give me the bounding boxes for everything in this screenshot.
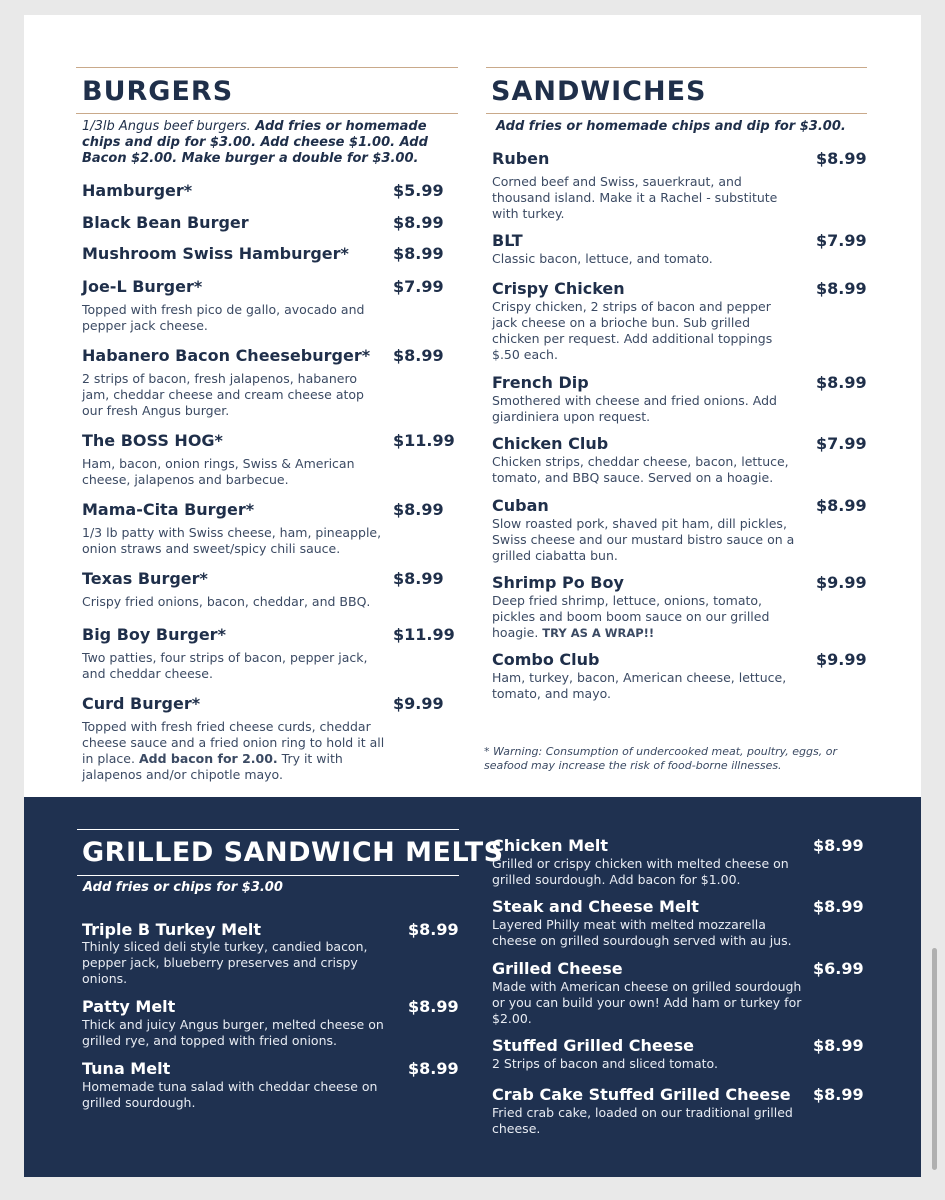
item-price: $5.99 (393, 181, 444, 200)
item-name: Mama-Cita Burger* (82, 500, 255, 519)
item-price: $8.99 (393, 244, 444, 263)
item-description-bold: TRY AS A WRAP!! (542, 626, 655, 640)
item-name: Habanero Bacon Cheeseburger* (82, 346, 371, 365)
item-description-tail: Try it with jalapenos and/or chipotle mayo. (82, 751, 343, 782)
item-name: The BOSS HOG* (82, 431, 223, 450)
item-description: 1/3 lb patty with Swiss cheese, ham, pineapple, onion straws and sweet/spicy chili sauce. (82, 525, 382, 556)
item-description: Grilled or crispy chicken with melted cheese on grilled sourdough. Add bacon for $1.00. (492, 856, 789, 887)
melts-heading: GRILLED SANDWICH MELTS (82, 837, 504, 868)
item-description: Classic bacon, lettuce, and tomato. (492, 251, 713, 266)
item-description-text: Topped with fresh fried cheese curds, cheddar cheese sauce and a fried onion ring to hold it all in place. (82, 719, 385, 766)
item-name: Mushroom Swiss Hamburger* (82, 244, 349, 263)
item-description: Crispy fried onions, bacon, cheddar, and BBQ. (82, 594, 371, 609)
item-price: $7.99 (816, 434, 867, 453)
item-description: Thick and juicy Angus burger, melted cheese on grilled rye, and topped with fried onions. (82, 1017, 384, 1048)
item-description: Thinly sliced deli style turkey, candied bacon, pepper jack, blueberry preserves and crispy onions. (82, 939, 368, 986)
item-description: Smothered with cheese and fried onions. Add giardiniera upon request. (492, 393, 777, 424)
item-price: $8.99 (816, 496, 867, 515)
sandwiches-bottom-rule (486, 113, 867, 114)
burgers-intro-bold: Add fries or homemade chips and dip for $3.00. Add cheese $1.00. Add Bacon $2.00. Make burger a double for $3.00. (82, 119, 428, 166)
item-price: $8.99 (816, 279, 867, 298)
burgers-top-rule (76, 67, 458, 68)
item-name: BLT (492, 231, 523, 250)
item-price: $8.99 (816, 149, 867, 168)
item-price: $6.99 (813, 959, 864, 978)
burgers-intro (82, 119, 454, 167)
burgers-bottom-rule (76, 113, 458, 114)
item-name: Chicken Club (492, 434, 609, 453)
item-name: Crab Cake Stuffed Grilled Cheese (492, 1085, 791, 1104)
item-name: Tuna Melt (82, 1059, 171, 1078)
item-description (82, 719, 392, 783)
item-name: Joe-L Burger* (82, 277, 203, 296)
item-price: $8.99 (813, 1036, 864, 1055)
item-description-bold: Add bacon for 2.00. (138, 751, 278, 766)
item-price: $9.99 (816, 573, 867, 592)
melts-bottom-rule (77, 875, 459, 876)
item-description: 2 strips of bacon, fresh jalapenos, habanero jam, cheddar cheese and cream cheese atop our fresh Angus burger. (82, 371, 364, 418)
item-price: $8.99 (393, 213, 444, 232)
item-name: Big Boy Burger* (82, 625, 226, 644)
item-description: Ham, bacon, onion rings, Swiss & American cheese, jalapenos and barbecue. (82, 456, 355, 487)
item-description-text: Deep fried shrimp, lettuce, onions, tomato, pickles and boom boom sauce on our grilled hoagie. (492, 593, 770, 640)
sandwiches-heading: SANDWICHES (491, 76, 707, 107)
item-name: French Dip (492, 373, 589, 392)
item-price: $8.99 (393, 569, 444, 588)
item-price: $8.99 (408, 920, 459, 939)
item-price: $7.99 (816, 231, 867, 250)
item-name: Cuban (492, 496, 549, 515)
item-price: $9.99 (816, 650, 867, 669)
item-name: Steak and Cheese Melt (492, 897, 699, 916)
vertical-scrollbar[interactable] (932, 948, 937, 1170)
item-price: $8.99 (408, 1059, 459, 1078)
item-price: $8.99 (816, 373, 867, 392)
item-description: Ham, turkey, bacon, American cheese, lettuce, tomato, and mayo. (492, 670, 787, 701)
melts-section (24, 797, 921, 1177)
item-price: $8.99 (393, 346, 444, 365)
item-price: $8.99 (813, 836, 864, 855)
item-price: $11.99 (393, 625, 455, 644)
item-description: Slow roasted pork, shaved pit ham, dill pickles, Swiss cheese and our mustard bistro sauce on a grilled ciabatta bun. (492, 516, 795, 563)
item-name: Grilled Cheese (492, 959, 623, 978)
item-name: Chicken Melt (492, 836, 609, 855)
sandwiches-top-rule (486, 67, 867, 68)
burgers-heading: BURGERS (82, 76, 234, 107)
item-description: Fried crab cake, loaded on our traditional grilled cheese. (492, 1105, 793, 1136)
item-name: Hamburger* (82, 181, 193, 200)
item-name: Texas Burger* (82, 569, 208, 588)
item-name: Triple B Turkey Melt (82, 920, 262, 939)
item-name: Stuffed Grilled Cheese (492, 1036, 694, 1055)
item-description: Two patties, four strips of bacon, pepper jack, and cheddar cheese. (82, 650, 368, 681)
food-warning: * Warning: Consumption of undercooked meat, poultry, eggs, or seafood may increase the risk of food-borne illnesses. (484, 745, 837, 772)
melts-intro: Add fries or chips for $3.00 (83, 880, 283, 895)
sandwiches-intro: Add fries or homemade chips and dip for $3.00. (496, 119, 846, 134)
item-name: Crispy Chicken (492, 279, 625, 298)
item-name: Curd Burger* (82, 694, 201, 713)
item-price: $9.99 (393, 694, 444, 713)
item-price: $11.99 (393, 431, 455, 450)
item-name: Ruben (492, 149, 550, 168)
item-description: Layered Philly meat with melted mozzarella cheese on grilled sourdough served with au jus. (492, 917, 792, 948)
item-price: $8.99 (813, 1085, 864, 1104)
item-name: Patty Melt (82, 997, 176, 1016)
melts-top-rule (77, 829, 459, 830)
item-description: Made with American cheese on grilled sourdough or you can build your own! Add ham or turkey for $2.00. (492, 979, 802, 1026)
item-description: Crispy chicken, 2 strips of bacon and pepper jack cheese on a brioche bun. Sub grilled chicken per request. Add additional toppings $.50 each. (492, 299, 773, 362)
item-name: Combo Club (492, 650, 600, 669)
item-name: Shrimp Po Boy (492, 573, 624, 592)
item-description (492, 593, 792, 641)
burgers-intro-regular: 1/3lb Angus beef burgers. (82, 119, 251, 134)
item-description: 2 Strips of bacon and sliced tomato. (492, 1056, 718, 1071)
item-description: Homemade tuna salad with cheddar cheese on grilled sourdough. (82, 1079, 378, 1110)
item-price: $8.99 (408, 997, 459, 1016)
item-price: $7.99 (393, 277, 444, 296)
item-name: Black Bean Burger (82, 213, 249, 232)
item-description: Chicken strips, cheddar cheese, bacon, lettuce, tomato, and BBQ sauce. Served on a hoagie. (492, 454, 789, 485)
item-price: $8.99 (813, 897, 864, 916)
item-description: Corned beef and Swiss, sauerkraut, and thousand island. Make it a Rachel - substitute with turkey. (492, 174, 778, 221)
item-description: Topped with fresh pico de gallo, avocado and pepper jack cheese. (82, 302, 365, 333)
item-price: $8.99 (393, 500, 444, 519)
